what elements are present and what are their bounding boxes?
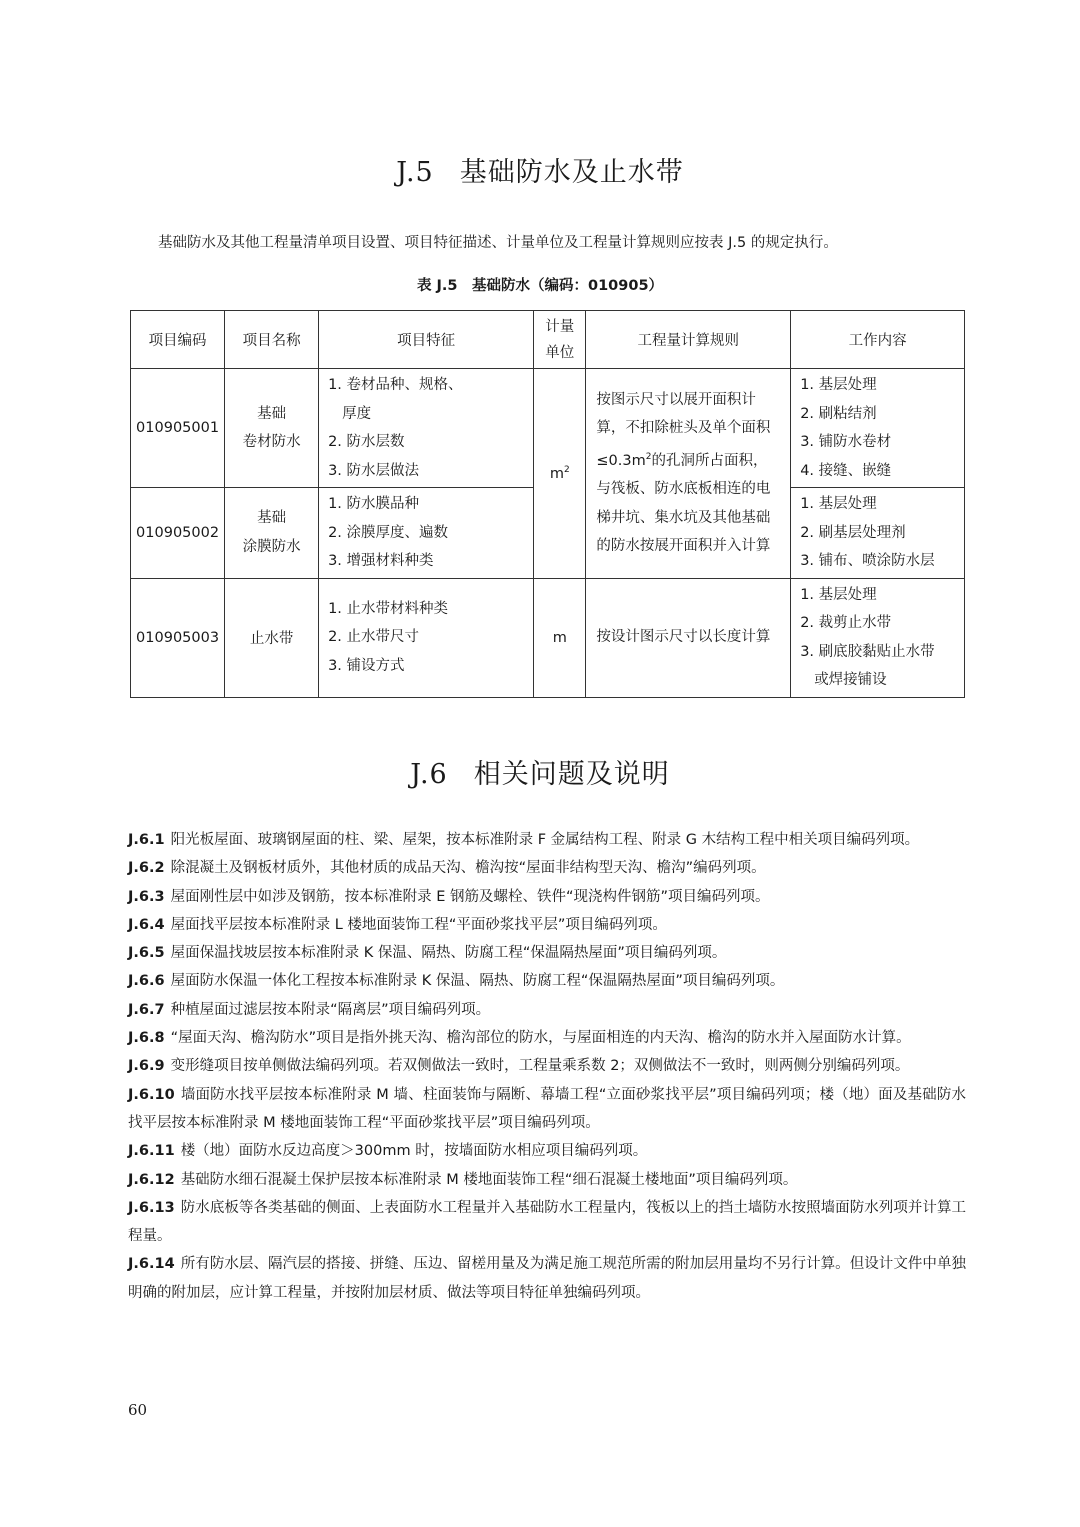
note-text: 屋面防水保温一体化工程按本标准附录 K 保温、隔热、防腐工程“保温隔热屋面”项目编码列项。 [170,973,785,990]
note-id: J.6.13 [128,1199,175,1216]
page-number: 60 [128,1401,148,1419]
note-id: J.6.10 [128,1086,175,1103]
row2-feature-1: 1. 防水膜品种 [328,496,420,512]
row2-work-3: 3. 铺布、喷涂防水层 [800,553,935,569]
row2-feature-3: 3. 增强材料种类 [328,553,434,569]
note-text: 变形缝项目按单侧做法编码列项。若双侧做法一致时，工程量乘系数 2；双侧做法不一致时，则两侧分别编码列项。 [170,1058,910,1075]
section-j6-heading [0,752,1080,791]
shared-unit-sup: 2 [563,464,570,475]
shared-rule-part2: 的孔洞所占面积，与筏板、防水底板相连的电梯井坑、集水坑及其他基础的防水按展开面积并入计算 [596,452,771,555]
note-item [128,1194,966,1251]
note-id: J.6.6 [128,973,165,990]
row1-work-2: 2. 刷粘结剂 [800,405,877,422]
row3-unit: m [534,578,586,697]
header-unit [534,311,586,369]
note-text: 阳光板屋面、玻璃钢屋面的柱、梁、屋架，按本标准附录 F 金属结构工程、附录 G 木结构工程中相关项目编码列项。 [170,832,920,848]
row3-name: 止水带 [225,578,319,697]
row1-feature-2: 厚度 [342,405,372,422]
note-id: J.6.2 [128,860,165,877]
note-text: 屋面找平层按本标准附录 L 楼地面装饰工程“平面砂浆找平层”项目编码列项。 [170,916,667,933]
note-text: 屋面刚性层中如涉及钢筋，按本标准附录 E 钢筋及螺栓、铁件“现浇构件钢筋”项目编码列项。 [170,888,770,905]
note-item [128,911,966,939]
row2-name-line1: 基础 [257,510,287,527]
row2-features [319,488,534,579]
note-id: J.6.7 [128,1001,165,1018]
row1-work [791,369,965,488]
note-id: J.6.3 [128,888,165,905]
row2-name [225,488,319,579]
row3-features [319,578,534,697]
note-text: 楼（地）面防水反边高度＞300mm 时，按墙面防水相应项目编码列项。 [180,1143,648,1160]
shared-rule-cell [586,369,791,579]
note-text: “屋面天沟、檐沟防水”项目是指外挑天沟、檐沟部位的防水，与屋面相连的内天沟、檐沟的防水并入屋面防水计算。 [170,1030,911,1047]
header-work: 工作内容 [791,311,965,369]
header-name: 项目名称 [225,311,319,369]
row3-feature-2: 2. 止水带尺寸 [328,629,420,646]
note-id: J.6.11 [128,1143,175,1160]
row1-name-line2: 卷材防水 [242,434,301,450]
note-text: 防水底板等各类基础的侧面、上表面防水工程量并入基础防水工程量内，筏板以上的挡土墙防水按照墙面防水列项并计算工程量。 [128,1199,966,1245]
shared-rule-part1: 按图示尺寸以展开面积计算，不扣除桩头及单个面积≤0.3m [596,391,771,469]
table-row [131,369,965,488]
note-item [128,826,966,854]
note-id: J.6.9 [128,1058,165,1075]
note-item [128,854,966,882]
table-header-row [131,311,965,369]
intro-paragraph: 基础防水及其他工程量清单项目设置、项目特征描述、计量单位及工程量计算规则应按表 J.5 的规定执行。 [158,235,838,251]
row2-work-1: 1. 基层处理 [800,496,877,512]
note-item [128,939,966,967]
note-id: J.6.4 [128,916,165,933]
note-text: 墙面防水找平层按本标准附录 M 墙、柱面装饰与隔断、幕墙工程“立面砂浆找平层”项目编码列项；楼（地）面及基础防水找平层按本标准附录 M 楼地面装饰工程“平面砂浆找平层”项目编码列项。 [128,1086,966,1131]
row1-features [319,369,534,488]
note-text: 种植屋面过滤层按本附录“隔离层”项目编码列项。 [170,1001,491,1018]
note-text: 除混凝土及钢板材质外，其他材质的成品天沟、檐沟按“屋面非结构型天沟、檐沟”编码列项。 [170,860,766,877]
row3-work-4: 或焊接铺设 [814,672,887,688]
note-item [128,1166,966,1194]
note-id: J.6.14 [128,1256,175,1273]
row1-code: 010905001 [131,369,225,488]
header-code: 项目编码 [131,311,225,369]
row3-rule: 按设计图示尺寸以长度计算 [586,578,791,697]
note-text: 屋面保温找坡层按本标准附录 K 保温、隔热、防腐工程“保温隔热屋面”项目编码列项。 [170,945,727,962]
row3-code: 010905003 [131,578,225,697]
row1-work-3: 3. 铺防水卷材 [800,434,892,450]
note-id: J.6.5 [128,945,165,962]
table-row [131,578,965,697]
row1-feature-4: 3. 防水层做法 [328,462,420,479]
section-j5-title: 基础防水及止水带 [459,157,684,188]
row1-name-line1: 基础 [257,405,287,422]
note-item [128,1137,966,1165]
row3-work [791,578,965,697]
notes-list [128,826,966,1307]
note-item [128,1024,966,1052]
note-text: 所有防水层、隔汽层的搭接、拼缝、压边、留槎用量及为满足施工规范所需的附加层用量均不另行计算。但设计文件中单独明确的附加层，应计算工程量，并按附加层材质、做法等项目特征单独编码列项。 [128,1256,966,1301]
note-item [128,1052,966,1080]
row3-feature-1: 1. 止水带材料种类 [328,600,449,617]
note-item [128,883,966,911]
table-caption: 表 J.5 基础防水（编码：010905） [416,278,664,294]
note-text: 基础防水细石混凝土保护层按本标准附录 M 楼地面装饰工程“细石混凝土楼地面”项目编码列项。 [180,1171,798,1188]
section-j6-number: J.6 [410,759,448,790]
row2-feature-2: 2. 涂膜厚度、遍数 [328,524,449,541]
spec-table [130,310,965,698]
row2-work-2: 2. 刷基层处理剂 [800,524,906,541]
shared-unit-cell [534,369,586,579]
row1-feature-3: 2. 防水层数 [328,434,405,450]
section-j5-heading [0,150,1080,189]
row3-feature-3: 3. 铺设方式 [328,657,405,674]
row1-feature-1: 1. 卷材品种、规格、 [328,377,463,393]
header-rule: 工程量计算规则 [586,311,791,369]
row2-name-line2: 涂膜防水 [242,538,301,555]
header-unit-line2: 单位 [545,344,575,361]
header-features: 项目特征 [319,311,534,369]
shared-unit-base: m [549,465,564,482]
note-item [128,996,966,1024]
note-item [128,1081,966,1138]
header-unit-line1: 计量 [545,318,575,335]
row1-name [225,369,319,488]
section-j5-number: J.5 [396,157,434,188]
row2-code: 010905002 [131,488,225,579]
note-item [128,1250,966,1307]
note-id: J.6.1 [128,832,165,848]
row3-work-3: 3. 刷底胶黏贴止水带 [800,643,935,660]
section-j6-title: 相关问题及说明 [473,759,670,790]
row1-work-4: 4. 接缝、嵌缝 [800,462,892,479]
note-id: J.6.12 [128,1171,175,1188]
note-id: J.6.8 [128,1030,165,1047]
row3-work-2: 2. 裁剪止水带 [800,615,892,631]
row2-work [791,488,965,579]
note-item [128,967,966,995]
shared-rule-sup: 2 [645,451,652,462]
row3-work-1: 1. 基层处理 [800,586,877,603]
row1-work-1: 1. 基层处理 [800,377,877,393]
